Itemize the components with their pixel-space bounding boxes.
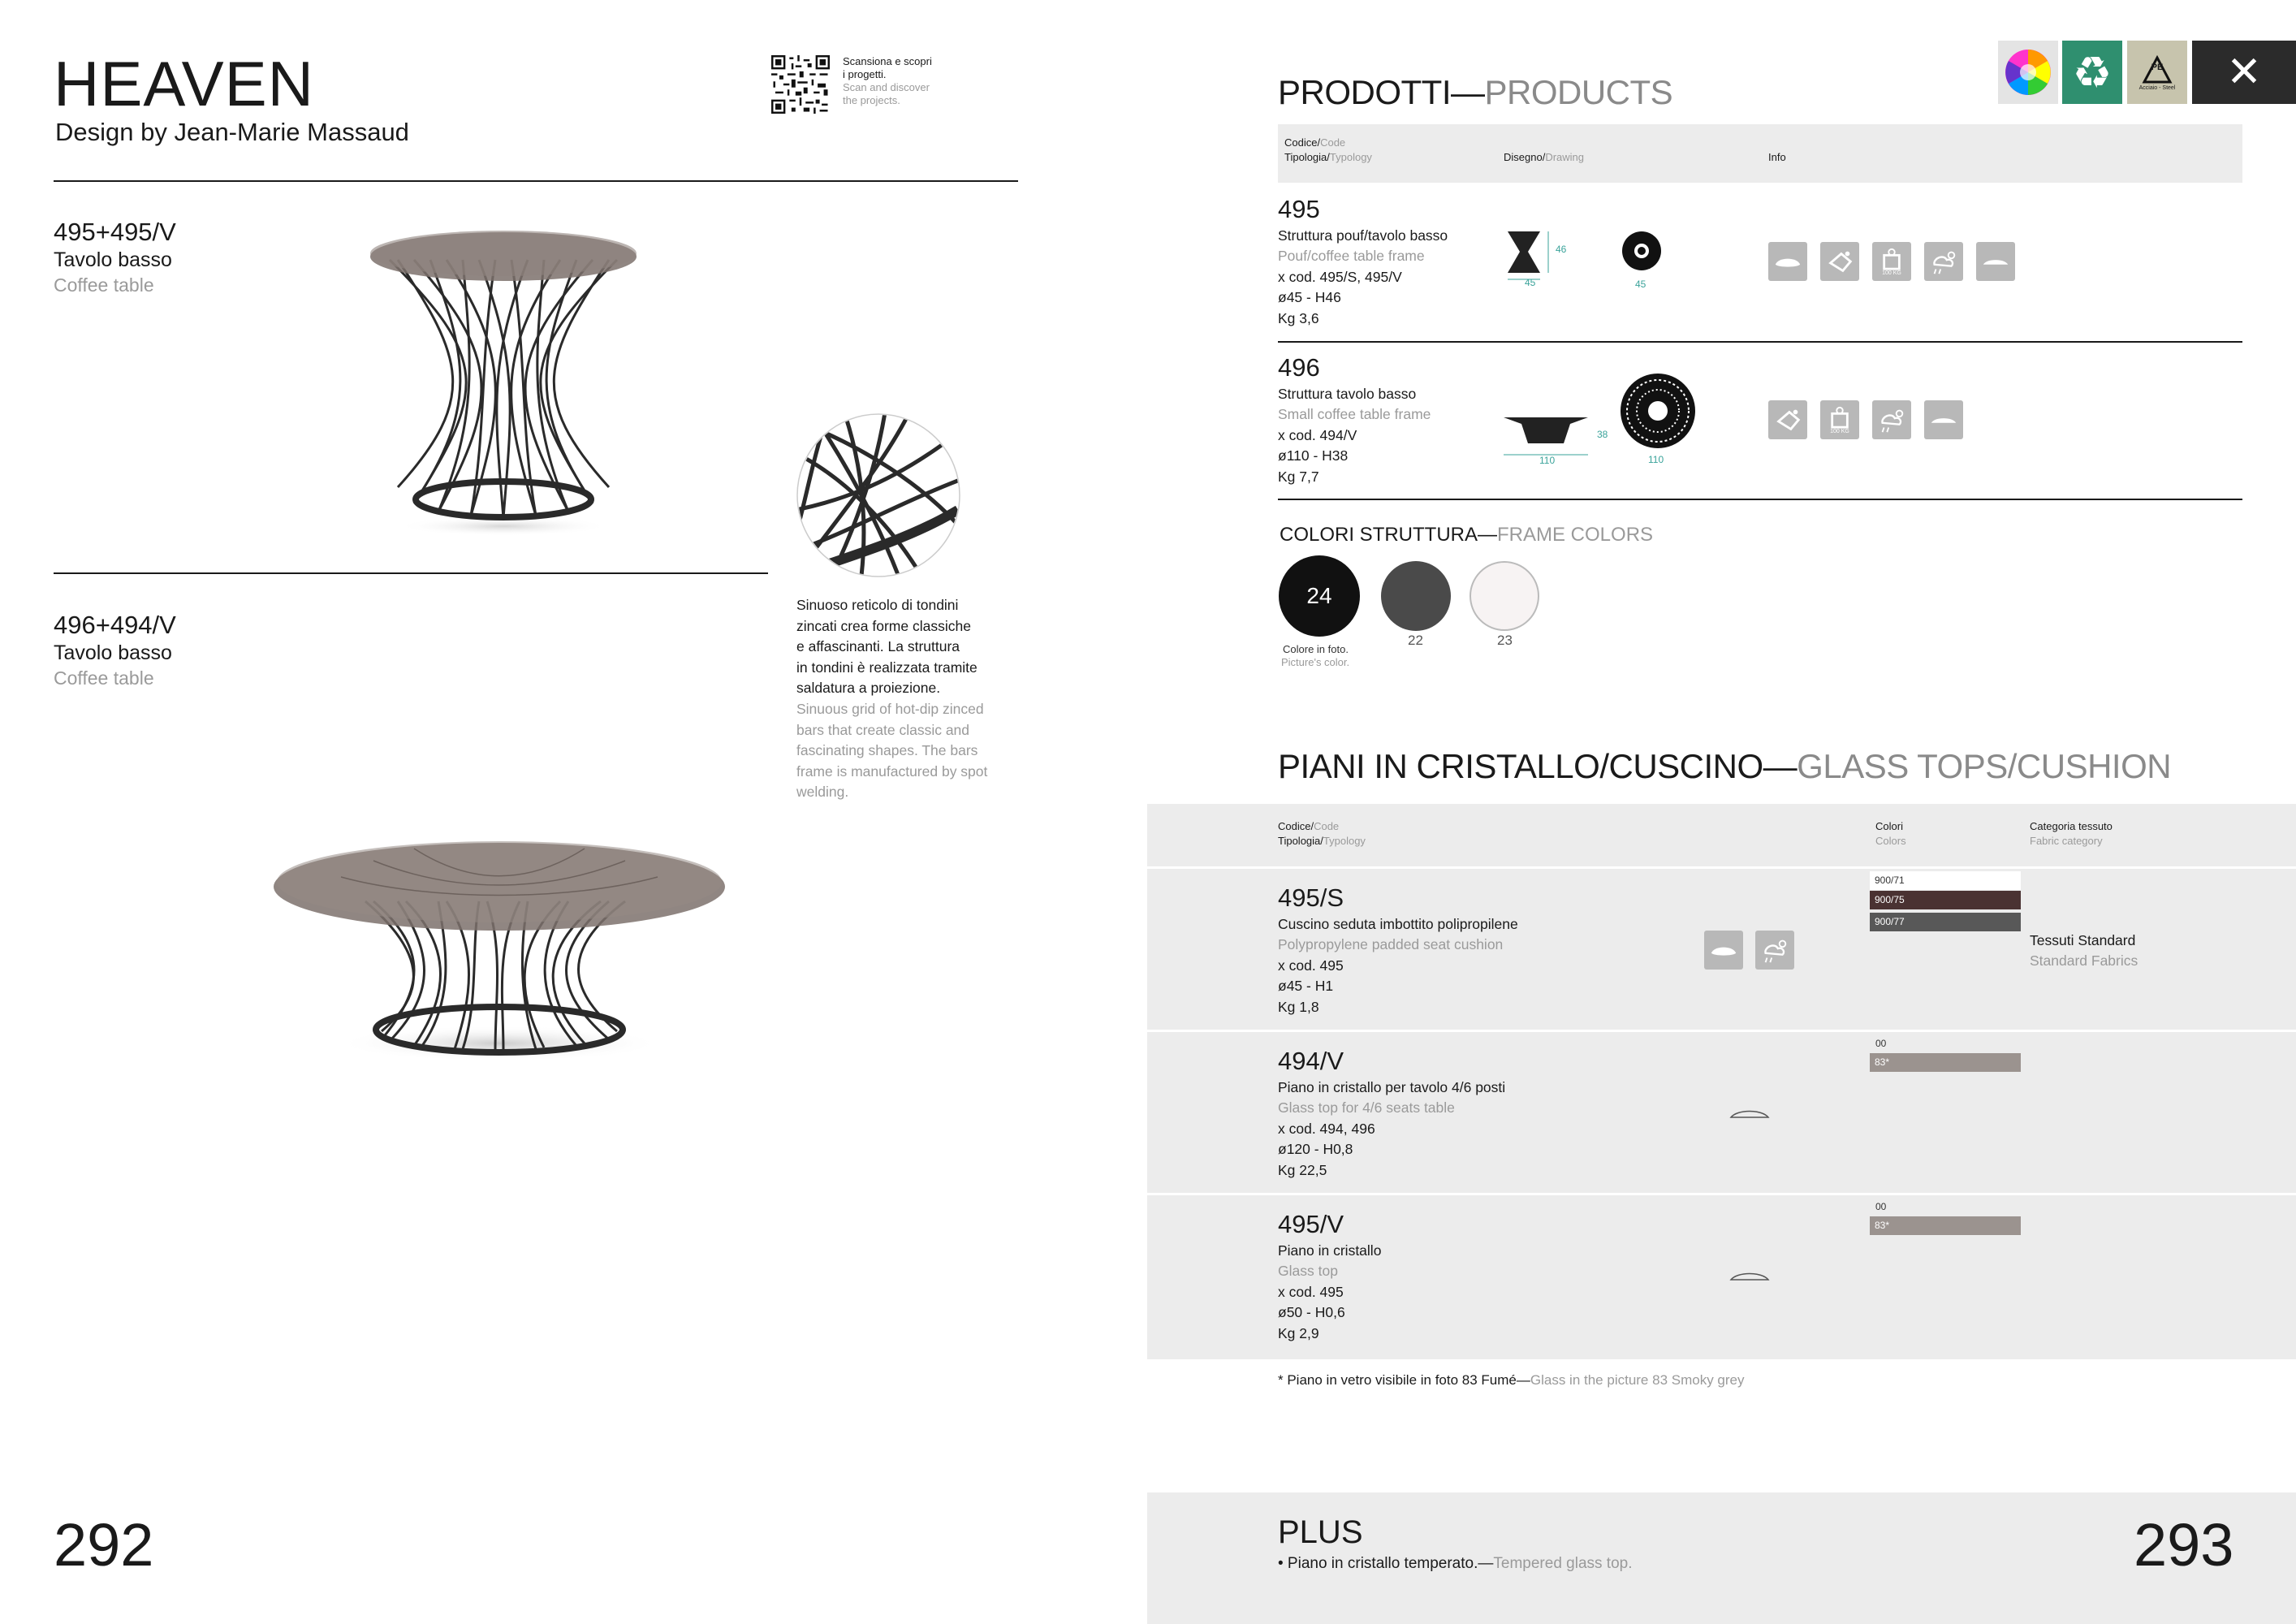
title-separator: — — [1451, 73, 1485, 111]
dim-diameter: 110 — [1648, 454, 1664, 465]
glass-row-code: 495/V — [1278, 1210, 1344, 1238]
glass-row-dims: ø50 - H0,6 — [1278, 1304, 1345, 1320]
row-separator — [1147, 1193, 2296, 1195]
desc-it-line: zincati crea forme classiche — [796, 617, 971, 634]
product-row-dims: ø110 - H38 — [1278, 447, 1349, 464]
product-type-en: Coffee table — [54, 667, 154, 689]
glass-row-dims: ø120 - H0,8 — [1278, 1141, 1353, 1157]
frame-colors-title: COLORI STRUTTURA—FRAME COLORS — [1280, 524, 1654, 546]
dim-diameter: 45 — [1635, 279, 1646, 290]
weather-icon — [1924, 242, 1963, 281]
row-separator — [1147, 1030, 2296, 1032]
weather-icon — [1872, 400, 1911, 439]
cushion-color-900-75[interactable]: 900/75 — [1870, 891, 2021, 909]
recycle-icon: ♻ — [2072, 48, 2113, 97]
frame-color-swatch-22[interactable] — [1381, 561, 1451, 631]
glass-color-code: 00 — [1875, 1038, 1887, 1049]
dim-height: 38 — [1597, 429, 1608, 440]
desc-it-line: e affascinanti. La struttura — [796, 638, 960, 655]
footnote: * Piano in vetro visibile in foto 83 Fumé—Glass in the picture 83 Smoky grey — [1278, 1372, 1745, 1388]
dim-width: 45 — [1525, 277, 1536, 288]
cushion-icon — [1768, 242, 1807, 281]
glass-top-icon — [1924, 400, 1963, 439]
picture-color-caption-en: Picture's color. — [1281, 656, 1350, 668]
glass-row-code: 495/S — [1278, 883, 1344, 912]
header-info: Info — [1768, 151, 1786, 163]
swatch-label: 24 — [1306, 583, 1332, 608]
product-row-for: x cod. 494/V — [1278, 427, 1357, 443]
drawing-top-496 — [1619, 372, 1697, 450]
qr-code-icon[interactable] — [771, 55, 830, 114]
glass-top-drawing — [1729, 1108, 1770, 1121]
desc-it-line: in tondini è realizzata tramite — [796, 659, 978, 676]
glass-top-drawing — [1729, 1270, 1770, 1283]
glass-row-en: Polypropylene padded seat cushion — [1278, 936, 1504, 952]
material-badge — [2127, 41, 2187, 104]
desc-en-line: fascinating shapes. The bars — [796, 742, 978, 759]
product-row-for: x cod. 495/S, 495/V — [1278, 269, 1402, 285]
product-row-dims: ø45 - H46 — [1278, 289, 1341, 305]
pe-label: PE — [2151, 62, 2164, 72]
weight-100kg-icon: 100 KG — [1872, 242, 1911, 281]
glass-row-it: Piano in cristallo per tavolo 4/6 posti — [1278, 1079, 1506, 1095]
product-row-weight: Kg 3,6 — [1278, 310, 1319, 326]
product-row-en: Small coffee table frame — [1278, 406, 1431, 422]
products-section-title — [1278, 73, 1672, 112]
page-number-right: 293 — [2134, 1511, 2234, 1579]
cushion-color-900-71[interactable]: 900/71 — [1870, 871, 2021, 890]
glass-row-en: Glass top — [1278, 1263, 1338, 1279]
glass-row-weight: Kg 2,9 — [1278, 1325, 1319, 1341]
desc-en-line: welding. — [796, 784, 849, 801]
swatch-label: 22 — [1408, 633, 1423, 648]
product-code: 495+495/V — [54, 218, 176, 246]
close-icon: ✕ — [2226, 49, 2262, 96]
products-table-header — [1278, 124, 2242, 183]
recycle-badge — [2062, 41, 2122, 104]
qr-caption-it-1: Scansiona e scopri — [843, 55, 932, 67]
header-code: Codice/Code Tipologia/Typology — [1284, 136, 1372, 163]
qr-caption-en-2: the projects. — [843, 94, 900, 106]
qr-caption-it-2: i progetti. — [843, 68, 887, 80]
product-row-en: Pouf/coffee table frame — [1278, 248, 1425, 264]
desc-it-line: saldatura a proiezione. — [796, 680, 941, 697]
glass-row-it: Piano in cristallo — [1278, 1242, 1382, 1259]
product-photo-495 — [365, 227, 641, 536]
desc-en-line: frame is manufactured by spot — [796, 762, 988, 780]
swatch-label: 23 — [1497, 633, 1513, 648]
qr-caption-en-1: Scan and discover — [843, 81, 930, 93]
collection-title: HEAVEN — [54, 48, 314, 119]
weight-100kg-icon: 100 KG — [1820, 400, 1859, 439]
product-code: 496+494/V — [54, 611, 176, 639]
glass-row-weight: Kg 1,8 — [1278, 999, 1319, 1015]
glass-header-fabric: Categoria tessuto Fabric category — [2030, 820, 2113, 847]
desc-en-line: bars that create classic and — [796, 721, 970, 738]
product-type-it: Tavolo basso — [54, 248, 172, 271]
glass-row-en: Glass top for 4/6 seats table — [1278, 1099, 1455, 1116]
color-wheel-badge — [1998, 41, 2058, 104]
desc-it-line: Sinuoso reticolo di tondini — [796, 597, 959, 613]
drawing-top-495 — [1620, 229, 1664, 273]
glass-row-weight: Kg 22,5 — [1278, 1162, 1327, 1178]
cushion-icon — [1704, 931, 1743, 970]
pe-caption: Acciaio - Steel — [2138, 84, 2176, 91]
fabric-category-en: Standard Fabrics — [2030, 952, 2138, 969]
cushion-color-900-77[interactable]: 900/77 — [1870, 913, 2021, 931]
glass-color-code: 00 — [1875, 1201, 1887, 1212]
product-row-it: Struttura pouf/tavolo basso — [1278, 227, 1448, 244]
glass-row-it: Cuscino seduta imbottito polipropilene — [1278, 916, 1518, 932]
glass-header-code: Codice/Code Tipologia/Typology — [1278, 820, 1366, 847]
weather-icon — [1755, 931, 1794, 970]
row-separator — [1147, 866, 2296, 869]
fabric-category-it: Tessuti Standard — [2030, 932, 2136, 948]
products-title-it: PRODOTTI — [1278, 73, 1451, 111]
page-number-left: 292 — [54, 1511, 154, 1579]
product-row-weight: Kg 7,7 — [1278, 469, 1319, 485]
products-title-en: PRODUCTS — [1484, 73, 1673, 111]
frame-color-swatch-23[interactable] — [1470, 561, 1539, 631]
detail-photo-circle — [796, 412, 962, 579]
product-type-en: Coffee table — [54, 274, 154, 296]
glass-header-colors: Colori Colors — [1875, 820, 1906, 847]
glass-row-code: 494/V — [1278, 1047, 1344, 1075]
picture-color-caption-it: Colore in foto. — [1283, 643, 1349, 655]
header-drawing: Disegno/Drawing — [1504, 151, 1584, 163]
dim-width: 110 — [1539, 455, 1556, 466]
glass-section-title: PIANI IN CRISTALLO/CUSCINO—GLASS TOPS/CUSHION — [1278, 747, 2172, 785]
desc-en-line: Sinuous grid of hot-dip zinced — [796, 700, 984, 717]
header-divider — [54, 180, 1018, 182]
product-row-it: Struttura tavolo basso — [1278, 386, 1417, 402]
glass-color-83-smoky[interactable]: 83* — [1870, 1053, 2021, 1072]
close-badge[interactable] — [2192, 41, 2296, 104]
designer-credit: Design by Jean-Marie Massaud — [55, 118, 409, 146]
glass-color-83-smoky[interactable]: 83* — [1870, 1216, 2021, 1235]
plus-feature: • Piano in cristallo temperato.—Tempered glass top. — [1278, 1555, 1633, 1572]
product-photo-496 — [268, 828, 731, 1072]
product-row-code: 496 — [1278, 353, 1320, 382]
row-divider — [1278, 341, 2242, 343]
product-row-code: 495 — [1278, 195, 1320, 223]
row-divider — [1278, 499, 2242, 500]
color-wheel-icon — [2004, 48, 2052, 97]
glass-top-icon — [1976, 242, 2015, 281]
frame-color-swatch-24[interactable] — [1279, 555, 1360, 637]
product-divider — [54, 572, 768, 574]
dim-height: 46 — [1556, 244, 1567, 255]
hand-wash-icon — [1820, 242, 1859, 281]
drawing-side-495 — [1504, 227, 1560, 284]
glass-row-dims: ø45 - H1 — [1278, 978, 1334, 994]
glass-row-for: x cod. 495 — [1278, 1284, 1344, 1300]
plus-title: PLUS — [1278, 1514, 1363, 1550]
hand-wash-icon — [1768, 400, 1807, 439]
drawing-side-496 — [1500, 412, 1595, 458]
product-type-it: Tavolo basso — [54, 641, 172, 664]
glass-row-for: x cod. 494, 496 — [1278, 1121, 1375, 1137]
glass-row-for: x cod. 495 — [1278, 957, 1344, 974]
